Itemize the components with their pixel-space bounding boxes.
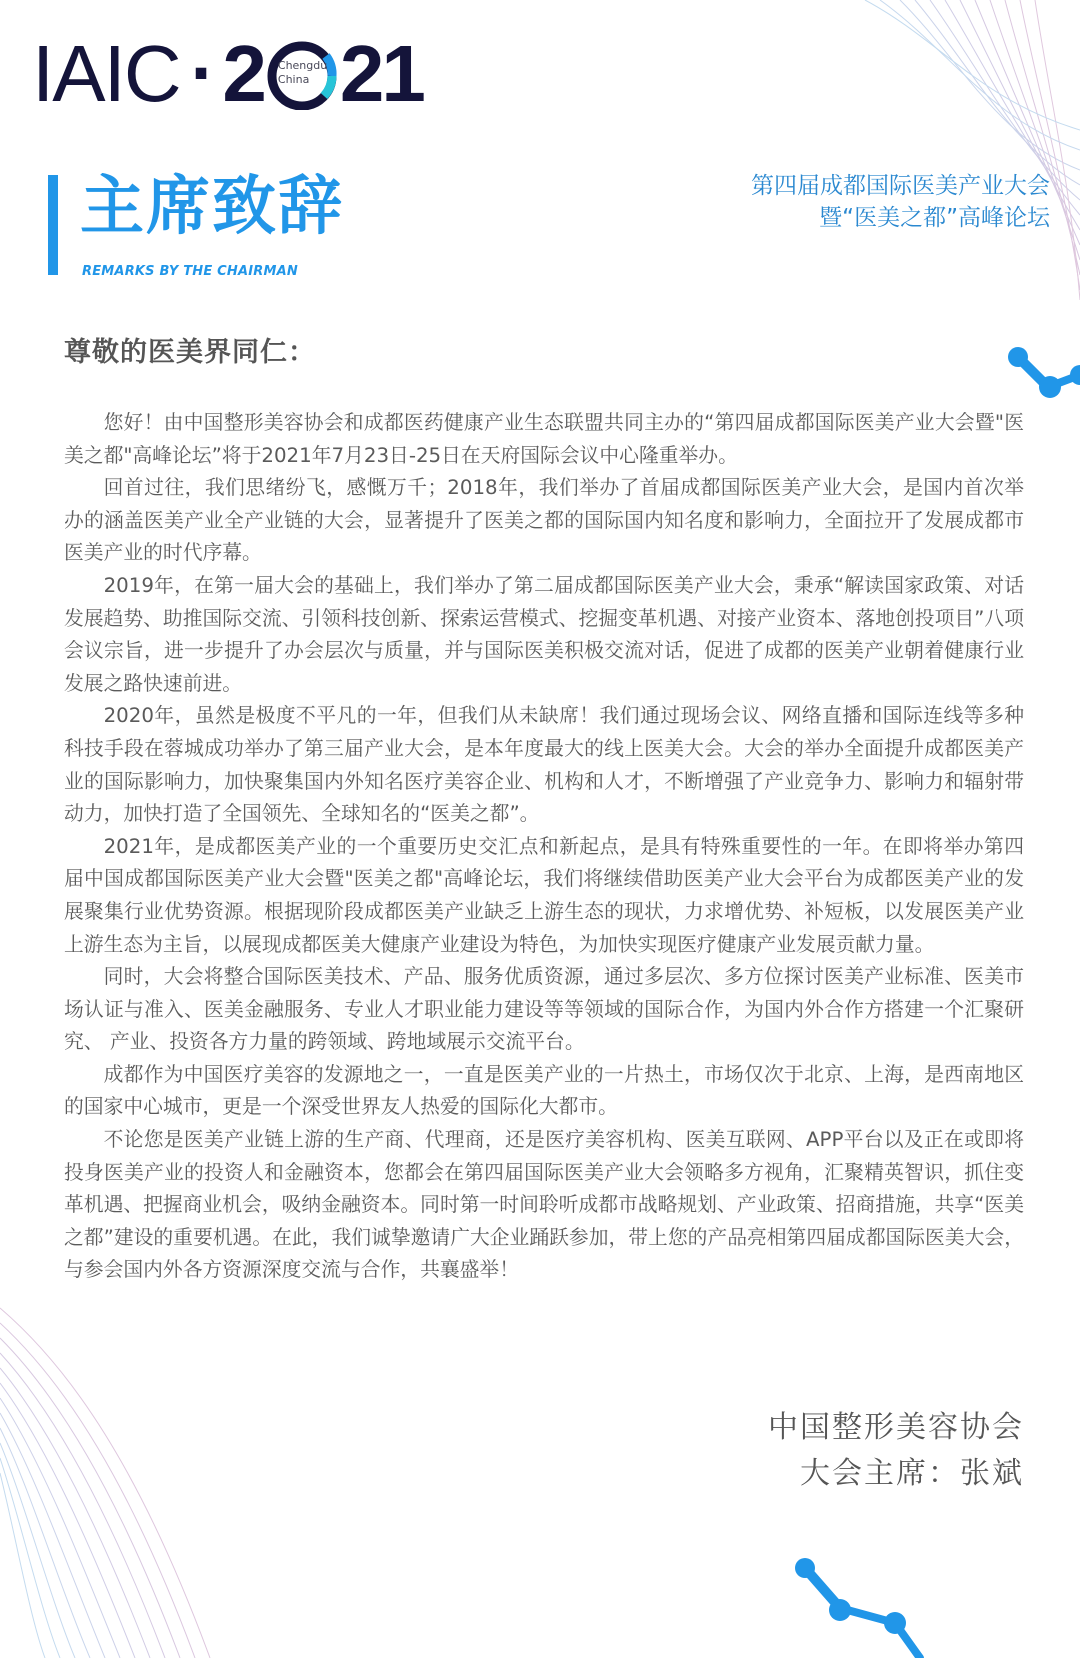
paragraph: 2020年，虽然是极度不平凡的一年，但我们从未缺席！我们通过现场会议、网络直播和国际连线等多种科技手段在蓉城成功举办了第三届产业大会，是本年度最大的线上医美大会。大会的举办全面提升成都医美产业的国际影响力，加快聚集国内外知名医疗美容企业、机构和人才，不断增强了产业竞争力、影响力和辐射带动力，加快打造了全国领先、全球知名的“医美之都”。	[64, 704, 1024, 826]
paragraph: 不论您是医美产业链上游的生产商、代理商，还是医疗美容机构、医美互联网、APP平台以及正在或即将投身医美产业的投资人和金融资本，您都会在第四届国际医美产业大会领略多方视角，汇聚精英智识，抓住变革机遇、把握商业机会，吸纳金融资本。同时第一时间聆听成都市战略规划、产业政策、招商措施，共享“医美之都”建设的重要机遇。在此，我们诚挚邀请广大企业踊跃参加，带上您的产品亮相第四届成都国际医美大会，与参会国内外各方资源深度交流与合作，共襄盛举！	[64, 1128, 1024, 1282]
logo-city-line2: China	[277, 73, 310, 86]
signature-organization: 中国整形美容协会	[768, 1410, 1024, 1445]
molecule-icon	[795, 1548, 935, 1658]
wave-lines-decoration-bottom	[0, 1298, 240, 1658]
salutation: 尊敬的医美界同仁：	[64, 337, 316, 368]
logo-city-text	[278, 59, 327, 87]
iaic-2021-logo	[32, 29, 423, 118]
wave-lines-decoration-top	[780, 0, 1080, 300]
event-name-line1: 第四届成都国际医美产业大会	[751, 173, 1050, 199]
logo-dot: ·	[189, 39, 213, 109]
logo-ring-icon	[266, 38, 338, 110]
logo-city-line1: Chengdu	[277, 59, 328, 72]
signature-chairman: 大会主席：张斌	[800, 1456, 1024, 1491]
molecule-icon	[1000, 345, 1080, 415]
page-title: 主席致辞	[80, 170, 344, 244]
paragraph: 回首过往，我们思绪纷飞，感慨万千；2018年，我们举办了首届成都国际医美产业大会，是国内首次举办的涵盖医美产业全产业链的大会，显著提升了医美之都的国际国内知名度和影响力，全面拉开了发展成都市医美产业的时代序幕。	[64, 476, 1024, 565]
paragraph: 您好！由中国整形美容协会和成都医药健康产业生态联盟共同主办的“第四届成都国际医美产业大会暨"医美之都"高峰论坛”将于2021年7月23日-25日在天府国际会议中心隆重举办。	[64, 411, 1024, 467]
event-name-line2: 暨“医美之都”高峰论坛	[819, 205, 1050, 231]
logo-year	[222, 29, 423, 118]
logo-iaic-text: IAIC	[32, 29, 180, 118]
paragraph: 成都作为中国医疗美容的发源地之一，一直是医美产业的一片热土，市场仅次于北京、上海，是西南地区的国家中心城市，更是一个深受世界友人热爱的国际化大都市。	[64, 1062, 1024, 1119]
event-name	[751, 170, 1050, 234]
page-subtitle: REMARKS BY THE CHAIRMAN	[82, 264, 298, 279]
title-accent-bar	[48, 175, 58, 275]
letter-body	[64, 407, 1024, 1287]
signature-block	[768, 1405, 1024, 1497]
logo-year-left: 2	[222, 29, 264, 118]
paragraph: 2021年，是成都医美产业的一个重要历史交汇点和新起点，是具有特殊重要性的一年。在即将举办第四届中国成都国际医美产业大会暨"医美之都"高峰论坛，我们将继续借助医美产业大会平台为成都医美产业的发展聚集行业优势资源。根据现阶段成都医美产业缺乏上游生态的现状，力求增优势、补短板，以发展医美产业上游生态为主旨，以展现成都医美大健康产业建设为特色，为加快实现医疗健康产业发展贡献力量。	[64, 834, 1024, 956]
logo-year-right: 21	[339, 29, 423, 118]
paragraph: 2019年，在第一届大会的基础上，我们举办了第二届成都国际医美产业大会，秉承“解读国家政策、对话发展趋势、助推国际交流、引领科技创新、探索运营模式、挖掘变革机遇、对接产业资本、落地创投项目”八项会议宗旨，进一步提升了办会层次与质量，并与国际医美积极交流对话，促进了成都的医美产业朝着健康行业发展之路快速前进。	[64, 573, 1024, 695]
paragraph: 同时，大会将整合国际医美技术、产品、服务优质资源，通过多层次、多方位探讨医美产业标准、医美市场认证与准入、医美金融服务、专业人才职业能力建设等等领域的国际合作，为国内外合作方搭建一个汇聚研究、 产业、投资各方力量的跨领域、跨地域展示交流平台。	[64, 965, 1024, 1054]
